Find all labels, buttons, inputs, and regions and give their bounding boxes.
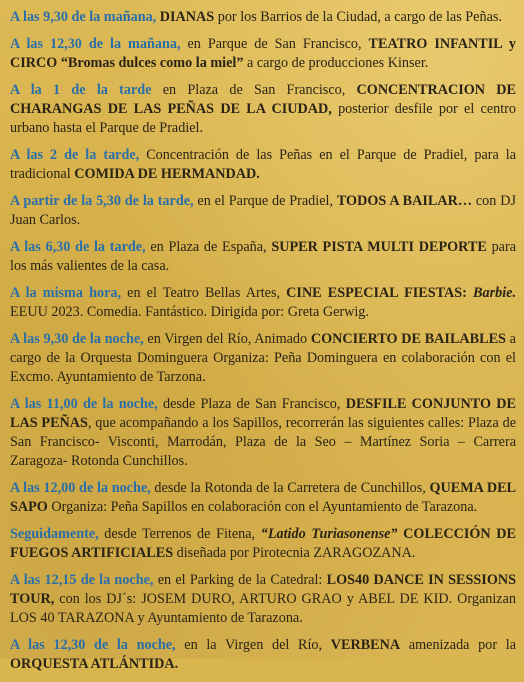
event-text: a cargo de la Orquesta Dominguera Organiza: Peña Dominguera en colaboración con el Excmo. Ayuntamiento de Tarzona. bbox=[10, 331, 516, 385]
event-time: Seguidamente, bbox=[10, 526, 99, 542]
event-list bbox=[10, 8, 516, 682]
event-text: con los DJ´s: JOSEM DURO, ARTURO GRAO y ABEL DE KID. Organizan LOS 40 TARAZONA y Ayuntamiento de Tarazona. bbox=[10, 591, 516, 626]
event-highlight: Barbie. bbox=[473, 285, 516, 301]
event-highlight: CINE ESPECIAL FIESTAS: bbox=[286, 285, 474, 301]
event-time: A la misma hora, bbox=[10, 285, 122, 301]
event-text: Organiza: Peña Sapillos en colaboración con el Ayuntamiento de Tarazona. bbox=[47, 499, 478, 515]
event-highlight: CONCIERTO DE BAILABLES bbox=[310, 331, 506, 347]
event-highlight: TODOS A BAILAR… bbox=[336, 193, 473, 209]
event-text: EEUU 2023. Comedia. Fantástico. Dirigida por: Greta Gerwig. bbox=[10, 304, 369, 320]
event-text: Concentración de las Peñas en el Parque de Pradiel, para la tradicional bbox=[10, 147, 517, 182]
event-time: A las 6,30 de la tarde, bbox=[10, 239, 146, 255]
event-text: en Virgen del Río, Animado bbox=[143, 331, 311, 347]
event-time: A la 1 de la tarde bbox=[10, 82, 152, 98]
event-highlight: QUEMA DEL SAPO bbox=[10, 480, 516, 515]
event-text: en Plaza de San Francisco, bbox=[151, 82, 357, 98]
event-item bbox=[10, 525, 516, 563]
event-time: A las 12,30 de la noche, bbox=[10, 637, 176, 653]
event-text: posterior desfile por el centro urbano hasta el Parque de Pradiel. bbox=[10, 101, 516, 136]
event-text: diseñada por Pirotecnia ZARAGOZANA. bbox=[173, 545, 416, 561]
event-text: en Parque de San Francisco, bbox=[180, 36, 369, 52]
event-text: desde la Rotonda de la Carretera de Cunchillos, bbox=[150, 480, 430, 496]
event-highlight: DIANAS bbox=[159, 9, 215, 25]
event-item bbox=[10, 146, 516, 184]
event-item bbox=[10, 284, 516, 322]
event-item bbox=[10, 571, 516, 628]
event-item bbox=[10, 81, 516, 138]
event-highlight: DESFILE CONJUNTO DE LAS PEÑAS bbox=[10, 396, 517, 431]
event-item bbox=[10, 479, 516, 517]
event-highlight: SUPER PISTA MULTI DEPORTE bbox=[271, 239, 487, 255]
event-item bbox=[10, 636, 516, 674]
event-time: A las 9,30 de la mañana, bbox=[10, 9, 157, 25]
event-text: con DJ Juan Carlos. bbox=[10, 193, 516, 228]
event-time: A las 12,30 de la mañana, bbox=[10, 36, 181, 52]
event-item bbox=[10, 35, 516, 73]
event-text: desde Terrenos de Fitena, bbox=[98, 526, 261, 542]
event-text: en el Parking de la Catedral: bbox=[153, 572, 327, 588]
event-item bbox=[10, 330, 516, 387]
event-text: amenizada por la bbox=[400, 637, 516, 653]
event-time: A las 2 de la tarde, bbox=[10, 147, 140, 163]
event-text: en el Teatro Bellas Artes, bbox=[121, 285, 287, 301]
event-highlight: TEATRO INFANTIL y CIRCO “Bromas dulces como la miel” bbox=[10, 36, 516, 71]
event-time: A las 12,00 de la noche, bbox=[10, 480, 151, 496]
event-text: a cargo de producciones Kinser. bbox=[243, 55, 429, 71]
event-highlight: “Latido Turiasonense” bbox=[260, 526, 398, 542]
event-text: en Plaza de España, bbox=[145, 239, 272, 255]
event-text: en la Virgen del Río, bbox=[175, 637, 331, 653]
event-text: , que acompañando a los Sapillos, recorrerán las siguientes calles: Plaza de San Francisco- Visconti, Marrodán, Plaza de la Seo – Martínez Soria – Carrera Zaragoza- Rotonda Cunchillos. bbox=[10, 415, 516, 469]
event-text: para los más valientes de la casa. bbox=[10, 239, 516, 274]
event-highlight: ORQUESTA ATLÁNTIDA. bbox=[10, 656, 179, 672]
event-time: A las 9,30 de la noche, bbox=[10, 331, 144, 347]
event-item bbox=[10, 238, 516, 276]
event-item bbox=[10, 8, 516, 27]
event-text: por los Barrios de la Ciudad, a cargo de las Peñas. bbox=[214, 9, 502, 25]
event-highlight: LOS40 DANCE IN SESSIONS TOUR, bbox=[10, 572, 516, 607]
event-time: A las 12,15 de la noche, bbox=[10, 572, 154, 588]
event-text: en el Parque de Pradiel, bbox=[193, 193, 337, 209]
event-text: desde Plaza de San Francisco, bbox=[157, 396, 346, 412]
event-highlight: COLECCIÓN DE FUEGOS ARTIFICIALES bbox=[10, 526, 517, 561]
event-time: A partir de la 5,30 de la tarde, bbox=[10, 193, 194, 209]
event-highlight: VERBENA bbox=[330, 637, 401, 653]
event-time: A las 11,00 de la noche, bbox=[10, 396, 158, 412]
event-highlight: CONCENTRACION DE CHARANGAS DE LAS PEÑAS DE LA CIUDAD, bbox=[10, 82, 516, 117]
event-highlight: COMIDA DE HERMANDAD. bbox=[74, 166, 260, 182]
event-item bbox=[10, 192, 516, 230]
event-item bbox=[10, 395, 516, 471]
